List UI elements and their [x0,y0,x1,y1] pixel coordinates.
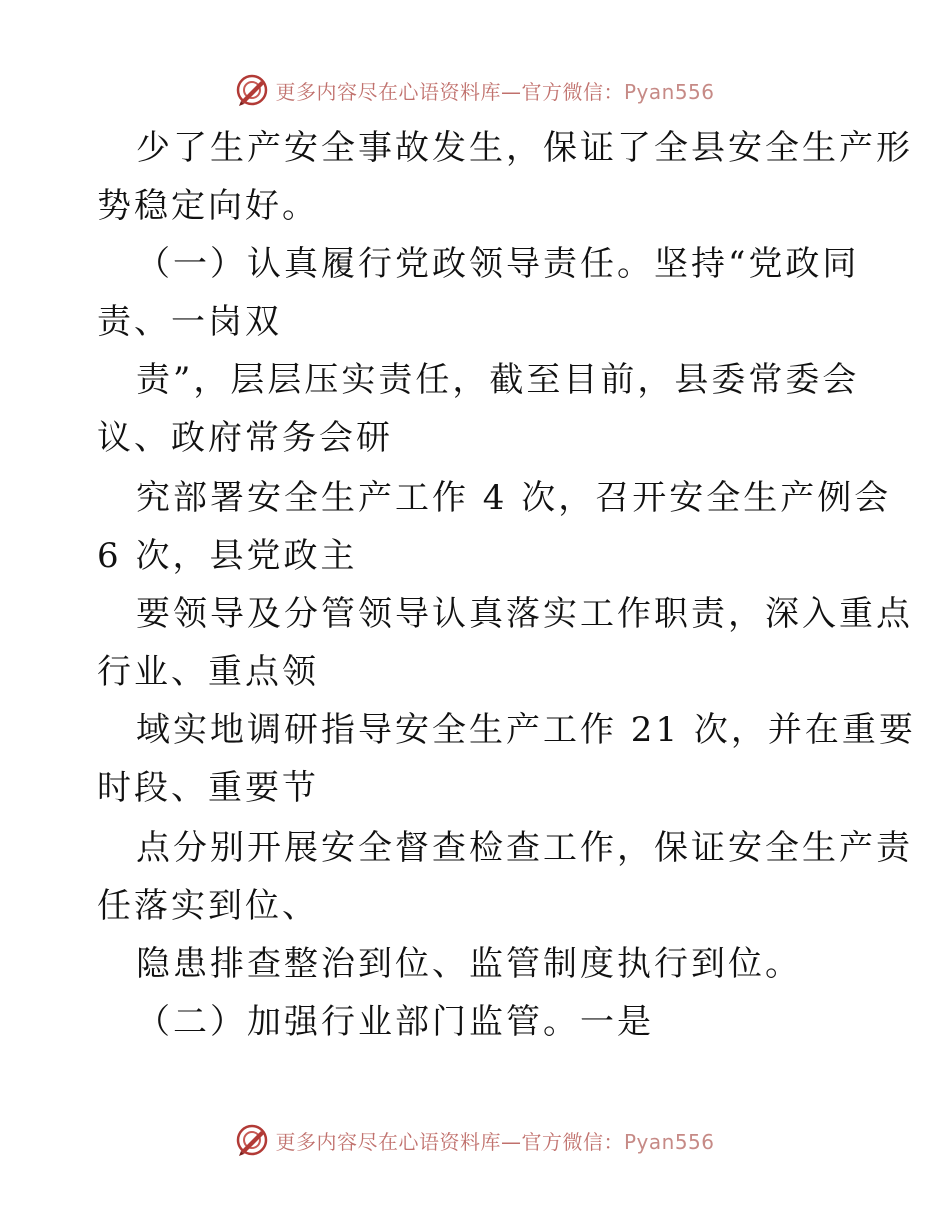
body-line: 隐患排查整治到位、监管制度执行到位。 [136,944,802,984]
watermark-banner-bottom [0,1120,950,1160]
body-line: 责、一岗双 [97,302,282,342]
body-line: 议、政府常务会研 [97,418,393,458]
body-line: 少了生产安全事故发生，保证了全县安全生产形 [136,128,913,168]
watermark-banner-top [0,70,950,110]
body-line: 要领导及分管领导认真落实工作职责，深入重点 [136,594,913,634]
body-line: 势稳定向好。 [97,186,319,226]
section-heading-2: （二）加强行业部门监管。一是 [136,1002,654,1042]
body-line: 6 次，县党政主 [97,536,358,576]
watermark-id: Pyan556 [623,79,715,104]
body-line: 点分别开展安全督查检查工作，保证安全生产责 [136,828,913,868]
body-line: 行业、重点领 [97,652,319,692]
section-heading-1: （一）认真履行党政领导责任。坚持“党政同 [136,244,860,284]
pen-logo-icon [235,1123,269,1157]
watermark-text: 更多内容尽在心语资料库—官方微信：Pyan556 [275,1129,715,1154]
body-line: 责”，层层压实责任，截至目前，县委常委会 [136,360,860,400]
body-line: 究部署安全生产工作 4 次，召开安全生产例会 [136,478,892,518]
watermark-text: 更多内容尽在心语资料库—官方微信：Pyan556 [275,79,715,104]
watermark-id: Pyan556 [623,1129,715,1154]
pen-logo-icon [235,73,269,107]
body-line: 域实地调研指导安全生产工作 21 次，并在重要 [136,710,916,750]
body-line: 任落实到位、 [97,886,319,926]
body-line: 时段、重要节 [97,768,319,808]
